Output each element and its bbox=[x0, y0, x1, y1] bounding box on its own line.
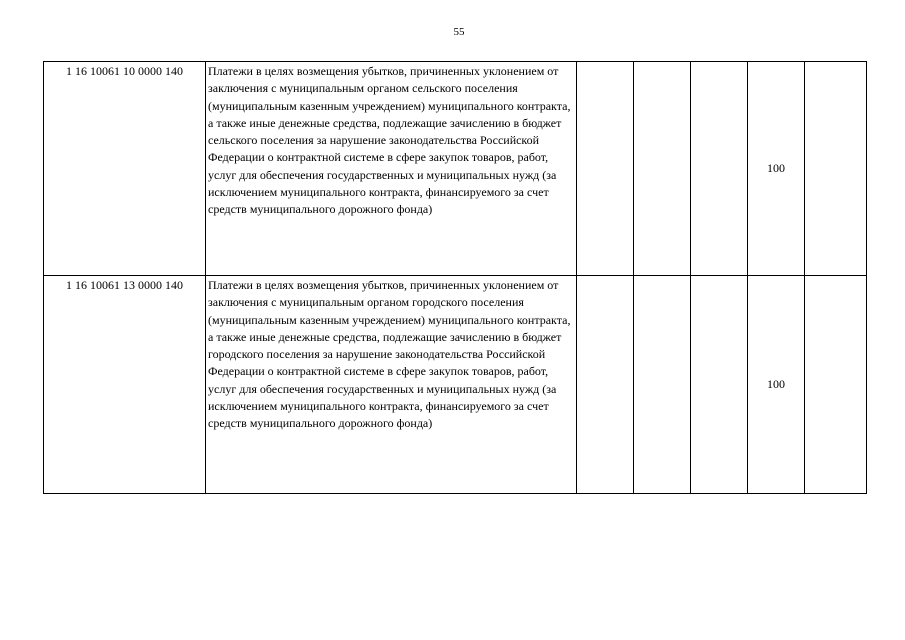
budget-table bbox=[43, 61, 867, 494]
value-cell-3 bbox=[691, 276, 748, 494]
value-cell-4: 100 bbox=[748, 62, 805, 276]
value-cell-5 bbox=[805, 276, 867, 494]
value-cell-2 bbox=[634, 62, 691, 276]
page-number: 55 bbox=[453, 26, 465, 38]
revenue-description: Платежи в целях возмещения убытков, причиненных уклонением от заключения с муниципальным органом сельского поселения (муниципальным казенным учреждением) муниципального контракта, а также иные денежные средства, подлежащие зачислению в бюджет сельского поселения за нарушение законодательства Российской Федерации о контрактной системе в сфере закупок товаров, работ, услуг для обеспечения государственных и муниципальных нужд (за исключением муниципального контракта, финансируемого за счет средств муниципального дорожного фонда) bbox=[206, 62, 577, 276]
value-cell-3 bbox=[691, 62, 748, 276]
table-row bbox=[44, 62, 867, 276]
value-cell-1 bbox=[577, 276, 634, 494]
value-cell-1 bbox=[577, 62, 634, 276]
value-cell-2 bbox=[634, 276, 691, 494]
table-row bbox=[44, 276, 867, 494]
revenue-description: Платежи в целях возмещения убытков, причиненных уклонением от заключения с муниципальным органом городского поселения (муниципальным казенным учреждением) муниципального контракта, а также иные денежные средства, подлежащие зачислению в бюджет городского поселения за нарушение законодательства Российской Федерации о контрактной системе в сфере закупок товаров, работ, услуг для обеспечения государственных и муниципальных нужд (за исключением муниципального контракта, финансируемого за счет средств муниципального дорожного фонда) bbox=[206, 276, 577, 494]
value-cell-5 bbox=[805, 62, 867, 276]
classification-code: 1 16 10061 10 0000 140 bbox=[44, 62, 206, 276]
classification-code: 1 16 10061 13 0000 140 bbox=[44, 276, 206, 494]
value-cell-4: 100 bbox=[748, 276, 805, 494]
